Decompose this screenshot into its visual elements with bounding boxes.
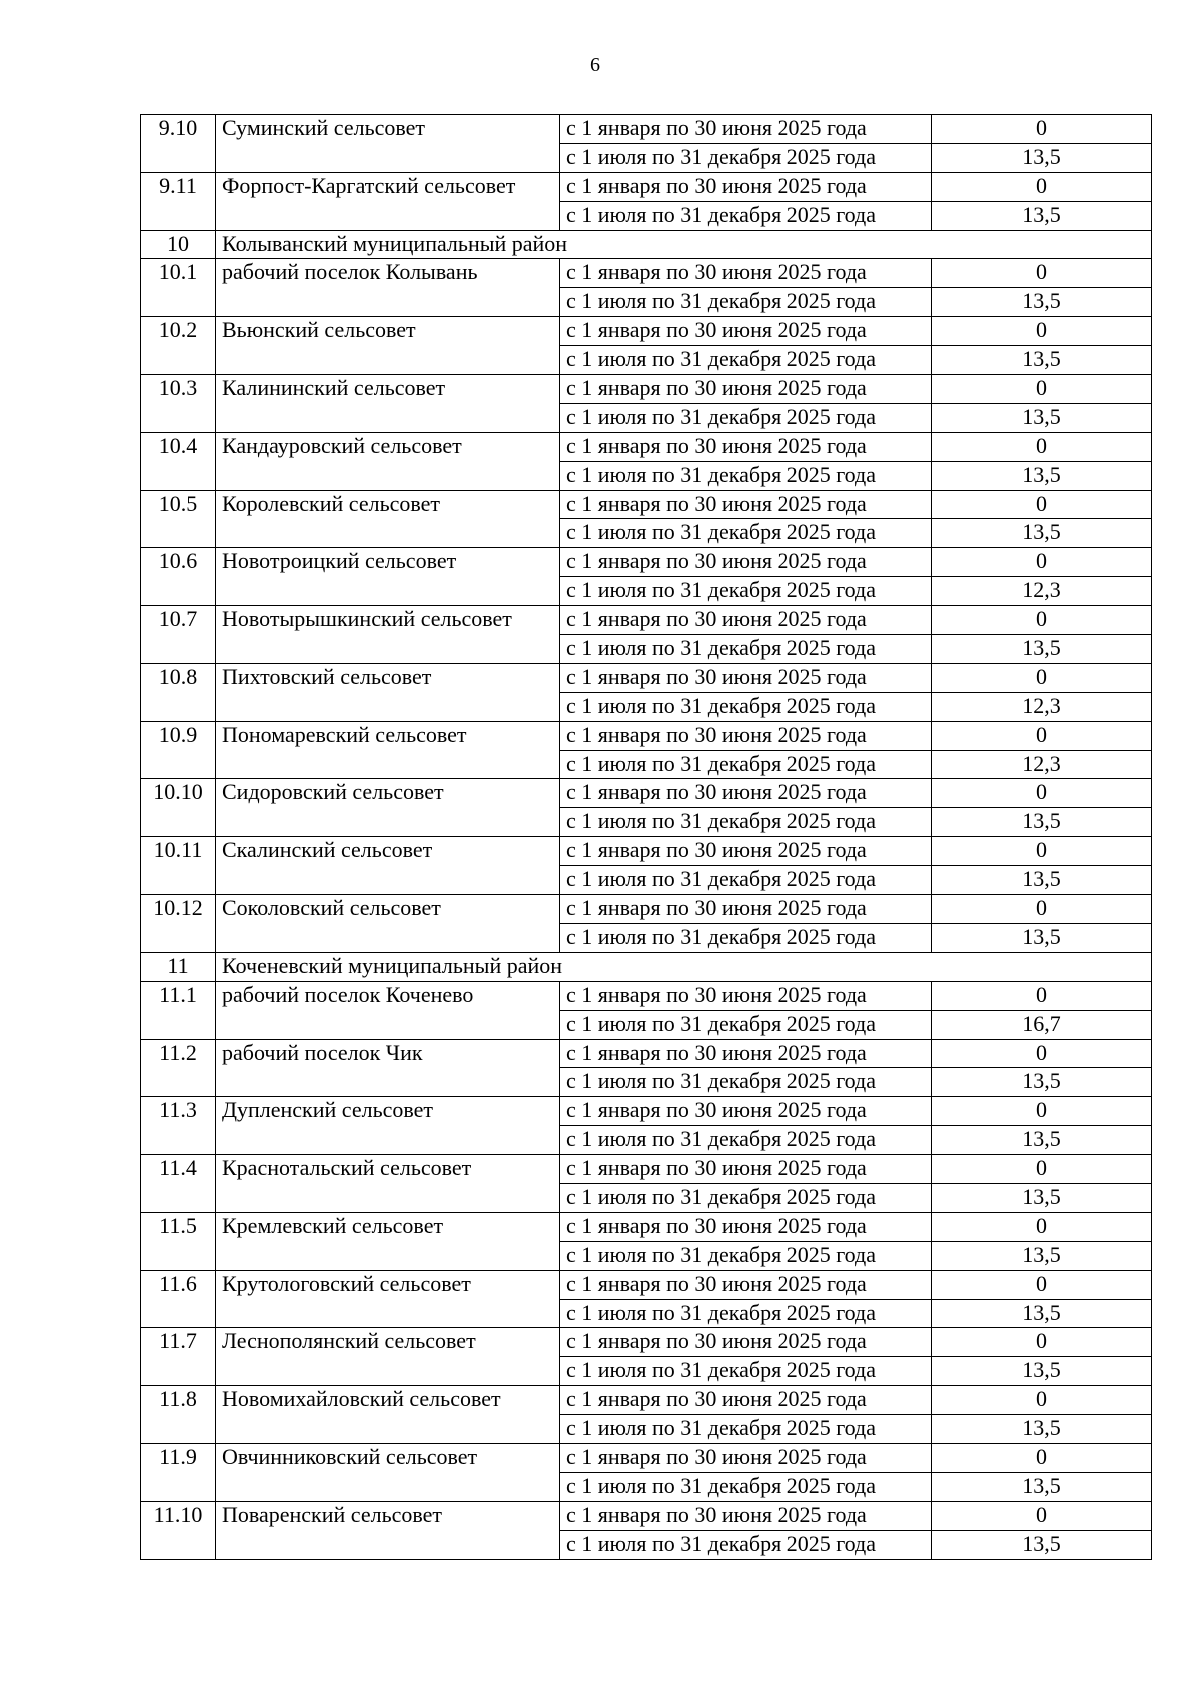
settlement-name: Королевский сельсовет [216,490,560,548]
value-second-half: 13,5 [932,923,1152,952]
settlement-name: Пихтовский сельсовет [216,663,560,721]
period-first-half: с 1 января по 30 июня 2025 года [560,259,932,288]
settlement-name: рабочий поселок Чик [216,1039,560,1097]
period-first-half: с 1 января по 30 июня 2025 года [560,172,932,201]
value-second-half: 13,5 [932,1299,1152,1328]
table-row [141,1039,1152,1068]
table-row [141,1328,1152,1357]
settlement-name: Новомихайловский сельсовет [216,1386,560,1444]
value-first-half: 0 [932,1039,1152,1068]
value-second-half: 13,5 [932,1357,1152,1386]
value-second-half: 16,7 [932,1010,1152,1039]
value-first-half: 0 [932,259,1152,288]
period-second-half: с 1 июля по 31 декабря 2025 года [560,866,932,895]
value-second-half: 12,3 [932,692,1152,721]
row-number: 10.11 [141,837,216,895]
row-number: 11.1 [141,981,216,1039]
period-second-half: с 1 июля по 31 декабря 2025 года [560,1530,932,1559]
value-second-half: 13,5 [932,1183,1152,1212]
table-row [141,548,1152,577]
table-row [141,721,1152,750]
period-first-half: с 1 января по 30 июня 2025 года [560,1212,932,1241]
table-row [141,606,1152,635]
value-first-half: 0 [932,837,1152,866]
row-number: 11.5 [141,1212,216,1270]
row-number: 10.5 [141,490,216,548]
settlement-name: Калининский сельсовет [216,375,560,433]
settlement-name: Новотырышкинский сельсовет [216,606,560,664]
table-row [141,895,1152,924]
row-number: 10.9 [141,721,216,779]
settlement-name: Крутологовский сельсовет [216,1270,560,1328]
settlement-name: Краснотальский сельсовет [216,1155,560,1213]
period-second-half: с 1 июля по 31 декабря 2025 года [560,1415,932,1444]
row-number: 9.11 [141,172,216,230]
value-second-half: 13,5 [932,461,1152,490]
settlement-name: Кремлевский сельсовет [216,1212,560,1270]
value-second-half: 13,5 [932,1472,1152,1501]
table-row [141,1386,1152,1415]
settlement-name: Новотроицкий сельсовет [216,548,560,606]
value-first-half: 0 [932,721,1152,750]
value-first-half: 0 [932,606,1152,635]
value-first-half: 0 [932,1155,1152,1184]
value-first-half: 0 [932,317,1152,346]
period-second-half: с 1 июля по 31 декабря 2025 года [560,403,932,432]
settlement-name: Суминский сельсовет [216,115,560,173]
table-row [141,779,1152,808]
row-number: 10.7 [141,606,216,664]
period-second-half: с 1 июля по 31 декабря 2025 года [560,577,932,606]
period-first-half: с 1 января по 30 июня 2025 года [560,1443,932,1472]
settlement-name: Форпост-Каргатский сельсовет [216,172,560,230]
settlement-name: Пономаревский сельсовет [216,721,560,779]
table-row [141,1097,1152,1126]
table-row [141,432,1152,461]
row-number: 11.4 [141,1155,216,1213]
period-second-half: с 1 июля по 31 декабря 2025 года [560,461,932,490]
settlement-name: Соколовский сельсовет [216,895,560,953]
value-second-half: 12,3 [932,577,1152,606]
district-number: 10 [141,230,216,259]
value-first-half: 0 [932,1097,1152,1126]
value-first-half: 0 [932,490,1152,519]
period-second-half: с 1 июля по 31 декабря 2025 года [560,1299,932,1328]
period-first-half: с 1 января по 30 июня 2025 года [560,663,932,692]
row-number: 11.10 [141,1501,216,1559]
value-first-half: 0 [932,172,1152,201]
period-first-half: с 1 января по 30 июня 2025 года [560,1328,932,1357]
row-number: 11.3 [141,1097,216,1155]
table-row [141,837,1152,866]
table-row [141,1501,1152,1530]
period-first-half: с 1 января по 30 июня 2025 года [560,375,932,404]
period-second-half: с 1 июля по 31 декабря 2025 года [560,346,932,375]
table-row [141,1443,1152,1472]
value-second-half: 13,5 [932,1415,1152,1444]
value-second-half: 13,5 [932,866,1152,895]
period-first-half: с 1 января по 30 июня 2025 года [560,1097,932,1126]
table-row [141,663,1152,692]
district-number: 11 [141,952,216,981]
period-first-half: с 1 января по 30 июня 2025 года [560,548,932,577]
row-number: 10.12 [141,895,216,953]
table-row [141,259,1152,288]
table-row [141,490,1152,519]
table-row [141,1212,1152,1241]
value-second-half: 13,5 [932,1241,1152,1270]
table-row [141,115,1152,144]
table-row [141,981,1152,1010]
table-row [141,317,1152,346]
period-first-half: с 1 января по 30 июня 2025 года [560,721,932,750]
value-second-half: 13,5 [932,808,1152,837]
period-first-half: с 1 января по 30 июня 2025 года [560,981,932,1010]
row-number: 10.2 [141,317,216,375]
value-first-half: 0 [932,548,1152,577]
value-first-half: 0 [932,375,1152,404]
period-second-half: с 1 июля по 31 декабря 2025 года [560,750,932,779]
row-number: 11.6 [141,1270,216,1328]
row-number: 10.3 [141,375,216,433]
tariff-table [140,114,1152,1560]
period-second-half: с 1 июля по 31 декабря 2025 года [560,1357,932,1386]
period-second-half: с 1 июля по 31 декабря 2025 года [560,519,932,548]
period-second-half: с 1 июля по 31 декабря 2025 года [560,1183,932,1212]
value-first-half: 0 [932,663,1152,692]
period-first-half: с 1 января по 30 июня 2025 года [560,115,932,144]
period-first-half: с 1 января по 30 июня 2025 года [560,490,932,519]
value-second-half: 13,5 [932,346,1152,375]
value-first-half: 0 [932,895,1152,924]
period-second-half: с 1 июля по 31 декабря 2025 года [560,1241,932,1270]
table-row [141,1270,1152,1299]
district-name: Колыванский муниципальный район [216,230,1152,259]
value-second-half: 13,5 [932,635,1152,664]
table-row [141,172,1152,201]
value-first-half: 0 [932,1443,1152,1472]
settlement-name: рабочий поселок Колывань [216,259,560,317]
settlement-name: Овчинниковский сельсовет [216,1443,560,1501]
table-row-district [141,230,1152,259]
settlement-name: Дупленский сельсовет [216,1097,560,1155]
table-body [141,115,1152,1560]
period-first-half: с 1 января по 30 июня 2025 года [560,432,932,461]
period-second-half: с 1 июля по 31 декабря 2025 года [560,201,932,230]
period-second-half: с 1 июля по 31 декабря 2025 года [560,635,932,664]
value-second-half: 13,5 [932,519,1152,548]
value-first-half: 0 [932,115,1152,144]
row-number: 11.2 [141,1039,216,1097]
period-second-half: с 1 июля по 31 декабря 2025 года [560,143,932,172]
settlement-name: Леснополянский сельсовет [216,1328,560,1386]
period-first-half: с 1 января по 30 июня 2025 года [560,1039,932,1068]
value-second-half: 12,3 [932,750,1152,779]
settlement-name: Кандауровский сельсовет [216,432,560,490]
period-first-half: с 1 января по 30 июня 2025 года [560,1270,932,1299]
page-number: 6 [590,54,600,76]
period-first-half: с 1 января по 30 июня 2025 года [560,1386,932,1415]
period-first-half: с 1 января по 30 июня 2025 года [560,837,932,866]
row-number: 10.4 [141,432,216,490]
value-first-half: 0 [932,981,1152,1010]
value-first-half: 0 [932,1212,1152,1241]
value-first-half: 0 [932,779,1152,808]
period-second-half: с 1 июля по 31 декабря 2025 года [560,923,932,952]
row-number: 10.6 [141,548,216,606]
table-row-district [141,952,1152,981]
row-number: 11.9 [141,1443,216,1501]
value-second-half: 13,5 [932,1068,1152,1097]
period-second-half: с 1 июля по 31 декабря 2025 года [560,808,932,837]
value-first-half: 0 [932,1328,1152,1357]
settlement-name: Вьюнский сельсовет [216,317,560,375]
row-number: 10.1 [141,259,216,317]
period-first-half: с 1 января по 30 июня 2025 года [560,1155,932,1184]
settlement-name: Поваренский сельсовет [216,1501,560,1559]
row-number: 11.8 [141,1386,216,1444]
row-number: 11.7 [141,1328,216,1386]
settlement-name: Сидоровский сельсовет [216,779,560,837]
period-second-half: с 1 июля по 31 декабря 2025 года [560,1472,932,1501]
period-first-half: с 1 января по 30 июня 2025 года [560,606,932,635]
value-second-half: 13,5 [932,288,1152,317]
period-second-half: с 1 июля по 31 декабря 2025 года [560,692,932,721]
period-first-half: с 1 января по 30 июня 2025 года [560,317,932,346]
value-first-half: 0 [932,1386,1152,1415]
settlement-name: Скалинский сельсовет [216,837,560,895]
row-number: 9.10 [141,115,216,173]
period-second-half: с 1 июля по 31 декабря 2025 года [560,1068,932,1097]
row-number: 10.8 [141,663,216,721]
value-first-half: 0 [932,432,1152,461]
value-second-half: 13,5 [932,1126,1152,1155]
row-number: 10.10 [141,779,216,837]
settlement-name: рабочий поселок Коченево [216,981,560,1039]
value-first-half: 0 [932,1270,1152,1299]
value-second-half: 13,5 [932,1530,1152,1559]
period-first-half: с 1 января по 30 июня 2025 года [560,1501,932,1530]
period-second-half: с 1 июля по 31 декабря 2025 года [560,288,932,317]
value-second-half: 13,5 [932,143,1152,172]
value-second-half: 13,5 [932,201,1152,230]
table-row [141,375,1152,404]
table-row [141,1155,1152,1184]
period-first-half: с 1 января по 30 июня 2025 года [560,779,932,808]
value-first-half: 0 [932,1501,1152,1530]
period-second-half: с 1 июля по 31 декабря 2025 года [560,1126,932,1155]
district-name: Коченевский муниципальный район [216,952,1152,981]
value-second-half: 13,5 [932,403,1152,432]
period-second-half: с 1 июля по 31 декабря 2025 года [560,1010,932,1039]
period-first-half: с 1 января по 30 июня 2025 года [560,895,932,924]
